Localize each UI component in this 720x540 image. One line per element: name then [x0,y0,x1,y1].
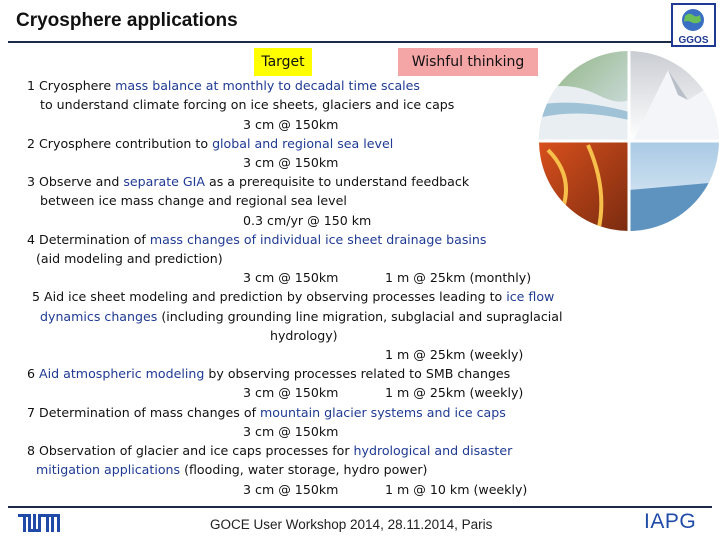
item-7-target: 3 cm @ 150km [243,424,339,439]
item-2-line-1: 2 Cryosphere contribution to global and regional sea level [27,136,394,151]
item-6-line-1: 6 Aid atmospheric modeling by observing processes related to SMB changes [27,366,511,381]
item-2-target: 3 cm @ 150km [243,155,339,170]
item-3-line-1: 3 Observe and separate GIA as a prerequisite to understand feedback [27,174,470,189]
item-4-highlight: mass changes of individual ice sheet drainage basins [149,232,487,247]
item-8-line-2: mitigation applications (flooding, water storage, hydro power) [36,462,428,477]
item-4-target: 3 cm @ 150km [243,270,339,285]
item-3-line-2: between ice mass change and regional sea level [40,193,347,208]
tum-logo [18,512,60,534]
iapg-logo: IAPG [644,510,697,533]
item-4-line-2: (aid modeling and prediction) [36,251,223,266]
item-5-highlight-b: dynamics changes [40,309,158,324]
item-5-line-3: hydrology) [270,328,338,343]
footer-text: GOCE User Workshop 2014, 28.11.2014, Paris [210,517,493,532]
cryosphere-photo-collage [538,50,720,232]
slide-title: Cryosphere applications [16,10,238,31]
item-3-highlight: separate GIA [123,174,206,189]
item-5-highlight-a: ice flow [506,289,555,304]
item-6-highlight: Aid atmospheric modeling [39,366,205,381]
target-tag: Target [254,48,312,76]
item-8-highlight-a: hydrological and disaster [353,443,513,458]
item-8-target: 3 cm @ 150km [243,482,339,497]
ggos-logo [671,3,716,47]
item-6-target: 3 cm @ 150km [243,385,339,400]
svg-text:GGOS: GGOS [678,35,709,46]
footer-rule [8,506,712,508]
item-8-wish: 1 m @ 10 km (weekly) [385,482,528,497]
item-8-highlight-b: mitigation applications [36,462,181,477]
item-5-line-2: dynamics changes (including grounding line migration, subglacial and supraglacial [40,309,563,324]
item-7-highlight: mountain glacier systems and ice caps [260,405,506,420]
item-8-line-1: 8 Observation of glacier and ice caps processes for hydrological and disaster [27,443,513,458]
item-5-wish: 1 m @ 25km (weekly) [385,347,524,362]
item-3-target: 0.3 cm/yr @ 150 km [243,213,372,228]
item-1-target: 3 cm @ 150km [243,117,339,132]
item-1-line-2: to understand climate forcing on ice sheets, glaciers and ice caps [40,97,455,112]
item-1-line-1: 1 Cryosphere mass balance at monthly to decadal time scales [27,78,420,93]
item-7-line-1: 7 Determination of mass changes of mountain glacier systems and ice caps [27,405,506,420]
title-rule [8,41,708,43]
item-1-highlight: mass balance at monthly to decadal time scales [115,78,420,93]
item-6-wish: 1 m @ 25km (weekly) [385,385,524,400]
item-4-wish: 1 m @ 25km (monthly) [385,270,532,285]
wishful-thinking-tag: Wishful thinking [398,48,538,76]
item-5-line-1: 5 Aid ice sheet modeling and prediction by observing processes leading to ice flow [32,289,555,304]
item-4-line-1: 4 Determination of mass changes of individual ice sheet drainage basins [27,232,487,247]
item-2-highlight: global and regional sea level [212,136,394,151]
